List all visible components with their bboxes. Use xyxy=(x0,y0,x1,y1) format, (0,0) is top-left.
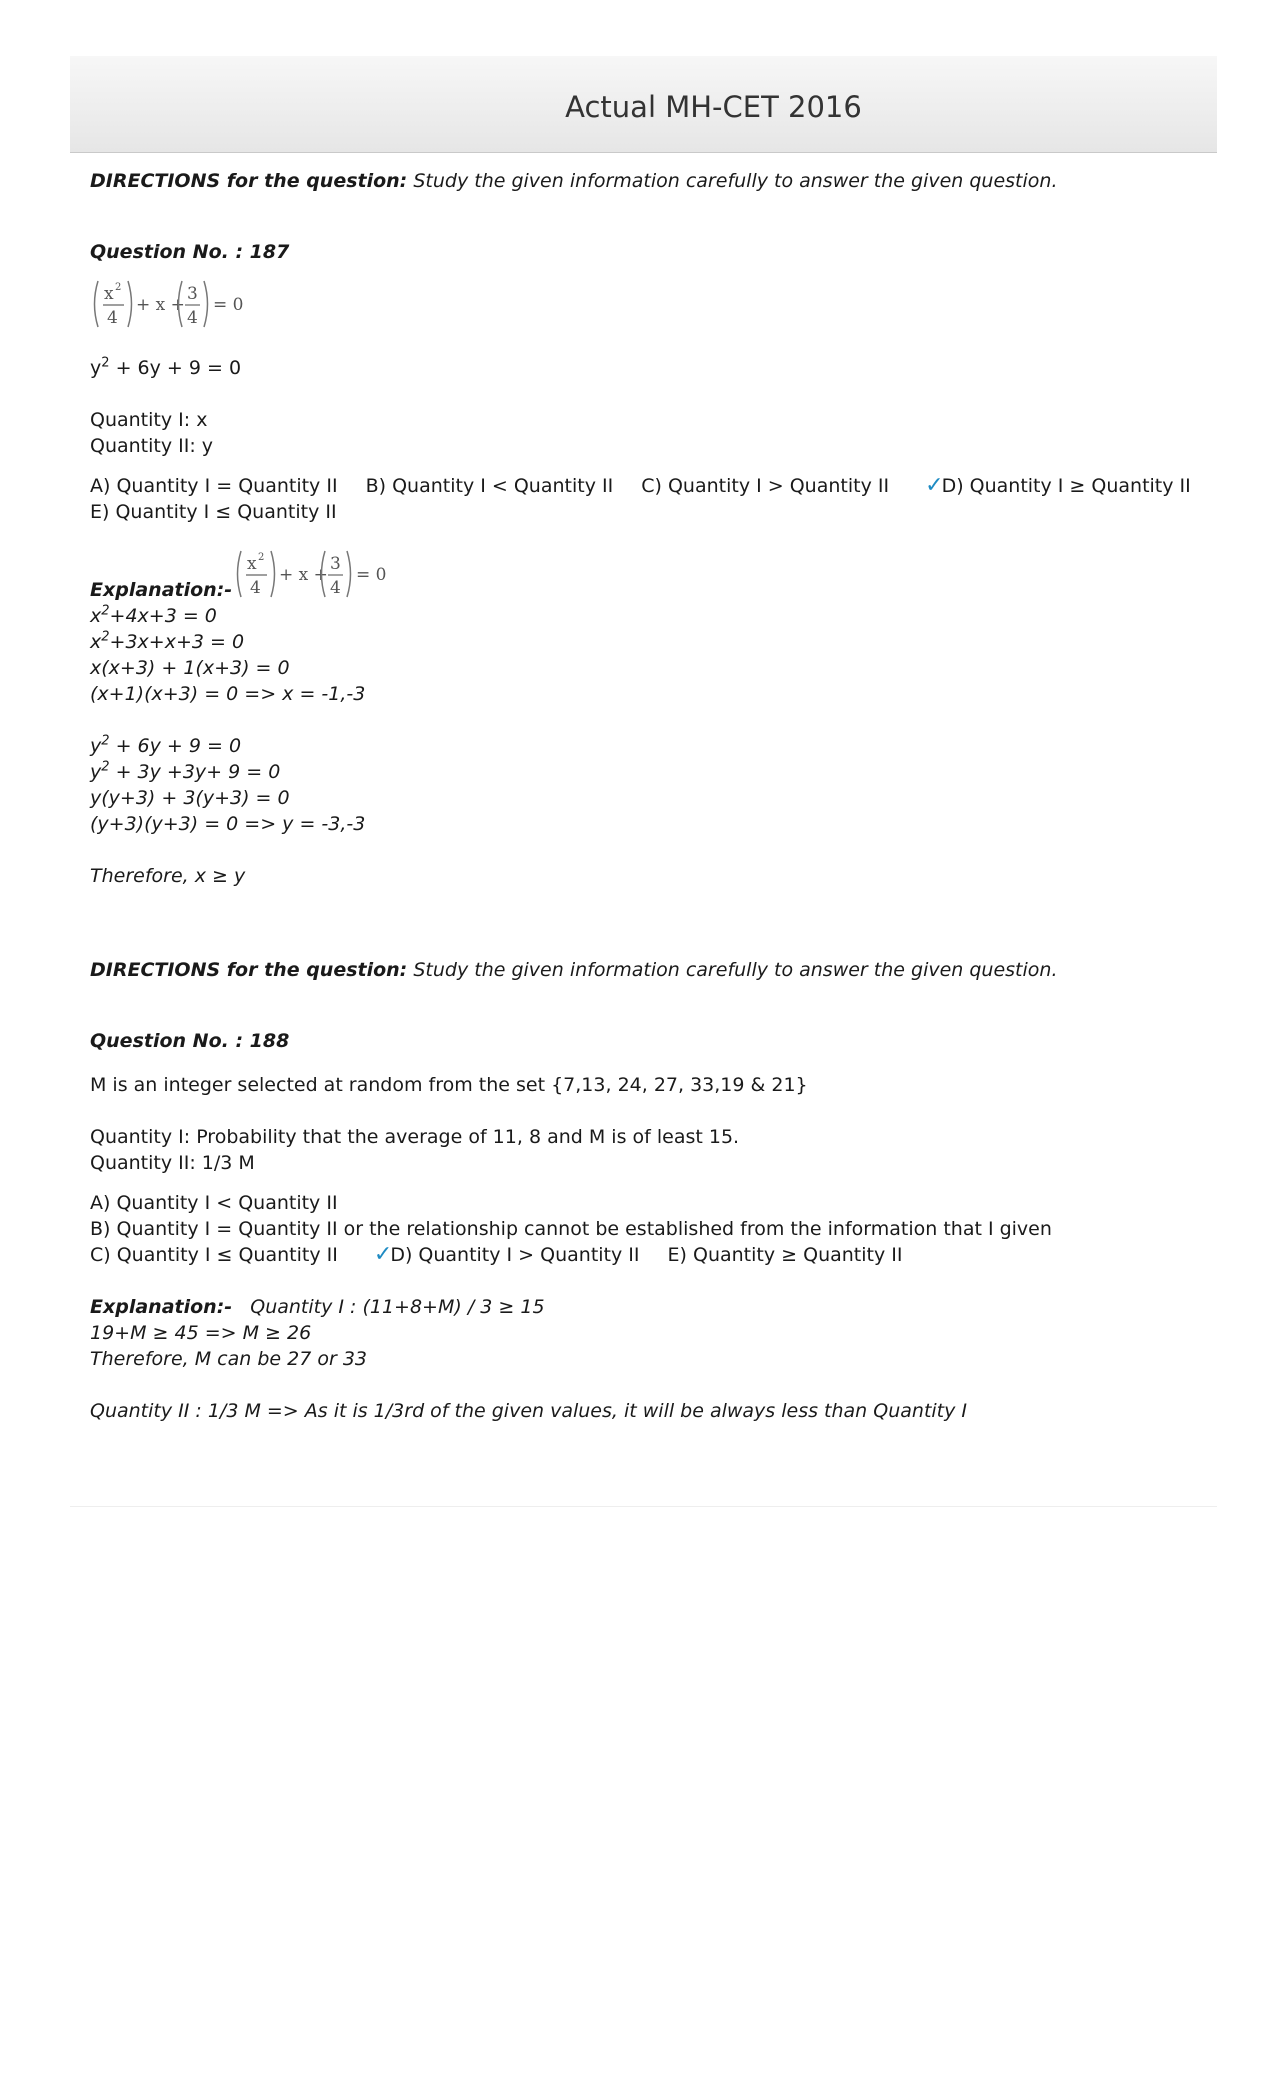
y-line: (y+3)(y+3) = 0 => y = -3,-3 xyxy=(90,813,366,835)
directions-label: DIRECTIONS for the question: xyxy=(90,170,408,192)
content xyxy=(90,160,1210,1424)
option-c-188[interactable]: C) Quantity I ≤ Quantity II xyxy=(90,1244,338,1266)
formula-x-b: x xyxy=(247,554,257,574)
explanation-label-187: Explanation:- xyxy=(90,579,233,601)
formula-eq-b: = 0 xyxy=(356,565,387,585)
formula-x: x xyxy=(104,284,114,304)
option-e-187[interactable]: E) Quantity I ≤ Quantity II xyxy=(90,501,337,523)
conclusion-188: Quantity II : 1/3 M => As it is 1/3rd of the given values, it will be always less than Quantity I xyxy=(90,1400,968,1422)
explanation-188-line: Quantity I : (11+8+M) / 3 ≥ 15 xyxy=(250,1296,545,1318)
x-line-sup: 2 xyxy=(101,629,110,645)
footer-divider xyxy=(70,1506,1217,1507)
y-line-sup: 2 xyxy=(101,733,110,749)
options-187 xyxy=(90,473,1210,499)
explanation-187-head xyxy=(90,551,1210,603)
option-b-187[interactable]: B) Quantity I < Quantity II xyxy=(365,475,614,497)
option-b-188[interactable]: B) Quantity I = Quantity II or the relationship cannot be established from the information that I given xyxy=(90,1218,1052,1240)
question-number-187: Question No. : 187 xyxy=(90,241,290,263)
directions-187 xyxy=(90,168,1210,194)
equation-y xyxy=(90,355,1210,381)
x-line: x(x+3) + 1(x+3) = 0 xyxy=(90,657,290,679)
option-a-188[interactable]: A) Quantity I < Quantity II xyxy=(90,1192,338,1214)
explanation-label-188: Explanation:- xyxy=(90,1296,233,1318)
eq-y-sup: 2 xyxy=(101,355,110,371)
option-c-187[interactable]: C) Quantity I > Quantity II xyxy=(641,475,890,497)
eq-y-post: + 6y + 9 = 0 xyxy=(109,357,242,379)
x-line-post: +3x+x+3 = 0 xyxy=(109,631,245,653)
options-188-row xyxy=(90,1242,1210,1268)
formula-four: 4 xyxy=(107,308,118,328)
conclusion-187: Therefore, x ≥ y xyxy=(90,865,246,887)
option-a-187[interactable]: A) Quantity I = Quantity II xyxy=(90,475,338,497)
y-line xyxy=(90,733,1210,759)
y-line-sup: 2 xyxy=(101,759,110,775)
formula-three-b: 3 xyxy=(330,554,341,574)
quantity-2-188: Quantity II: 1/3 M xyxy=(90,1152,255,1174)
formula-mid-b: + x + xyxy=(279,565,328,585)
formula-eq: = 0 xyxy=(213,295,244,315)
formula-three: 3 xyxy=(187,284,198,304)
correct-check-icon: ✓ xyxy=(373,1242,393,1267)
x-line-post: +4x+3 = 0 xyxy=(109,605,217,627)
x-line: (x+1)(x+3) = 0 => x = -1,-3 xyxy=(90,683,366,705)
directions-text: Study the given information carefully to answer the given question. xyxy=(413,170,1058,192)
y-line: y(y+3) + 3(y+3) = 0 xyxy=(90,787,290,809)
formula-four-b: 4 xyxy=(250,578,261,598)
quantity-1-188: Quantity I: Probability that the average of 11, 8 and M is of least 15. xyxy=(90,1126,740,1148)
option-d-188[interactable]: D) Quantity I > Quantity II xyxy=(390,1244,640,1266)
statement-188: M is an integer selected at random from the set {7,13, 24, 27, 33,19 & 21} xyxy=(90,1074,808,1096)
option-e-188[interactable]: E) Quantity ≥ Quantity II xyxy=(667,1244,903,1266)
x-line-sup: 2 xyxy=(101,603,110,619)
page-title: Actual MH-CET 2016 xyxy=(565,90,862,124)
formula-sq: 2 xyxy=(115,282,122,293)
formula-sq-b: 2 xyxy=(258,552,265,563)
formula-187 xyxy=(90,273,1210,335)
option-d-187[interactable]: D) Quantity I ≥ Quantity II xyxy=(941,475,1191,497)
header-bar xyxy=(70,56,1217,153)
formula-image xyxy=(90,273,250,335)
explanation-188-line: Therefore, M can be 27 or 33 xyxy=(90,1348,367,1370)
explanation-188-line: 19+M ≥ 45 => M ≥ 26 xyxy=(90,1322,312,1344)
y-line-post: + 6y + 9 = 0 xyxy=(109,735,242,757)
question-number-188: Question No. : 188 xyxy=(90,1030,290,1052)
explanation-188-first xyxy=(90,1294,1210,1320)
y-line xyxy=(90,759,1210,785)
formula-mid: + x + xyxy=(136,295,185,315)
x-line xyxy=(90,629,1210,655)
formula-explanation xyxy=(233,543,393,612)
formula-four-2: 4 xyxy=(187,308,198,328)
correct-check-icon: ✓ xyxy=(925,473,944,498)
eq-y-pre: y xyxy=(90,357,102,379)
y-line-post: + 3y +3y+ 9 = 0 xyxy=(109,761,281,783)
x-working xyxy=(90,603,1210,707)
quantity-1-187: Quantity I: x xyxy=(90,409,208,431)
directions-text: Study the given information carefully to answer the given question. xyxy=(413,959,1058,981)
formula-four-b2: 4 xyxy=(330,578,341,598)
quantity-2-187: Quantity II: y xyxy=(90,435,214,457)
x-line-pre: x xyxy=(90,631,102,653)
directions-label: DIRECTIONS for the question: xyxy=(90,959,408,981)
directions-188 xyxy=(90,957,1210,983)
y-working xyxy=(90,733,1210,837)
y-line-pre: y xyxy=(90,735,102,757)
x-line-pre: x xyxy=(90,605,102,627)
y-line-pre: y xyxy=(90,761,102,783)
